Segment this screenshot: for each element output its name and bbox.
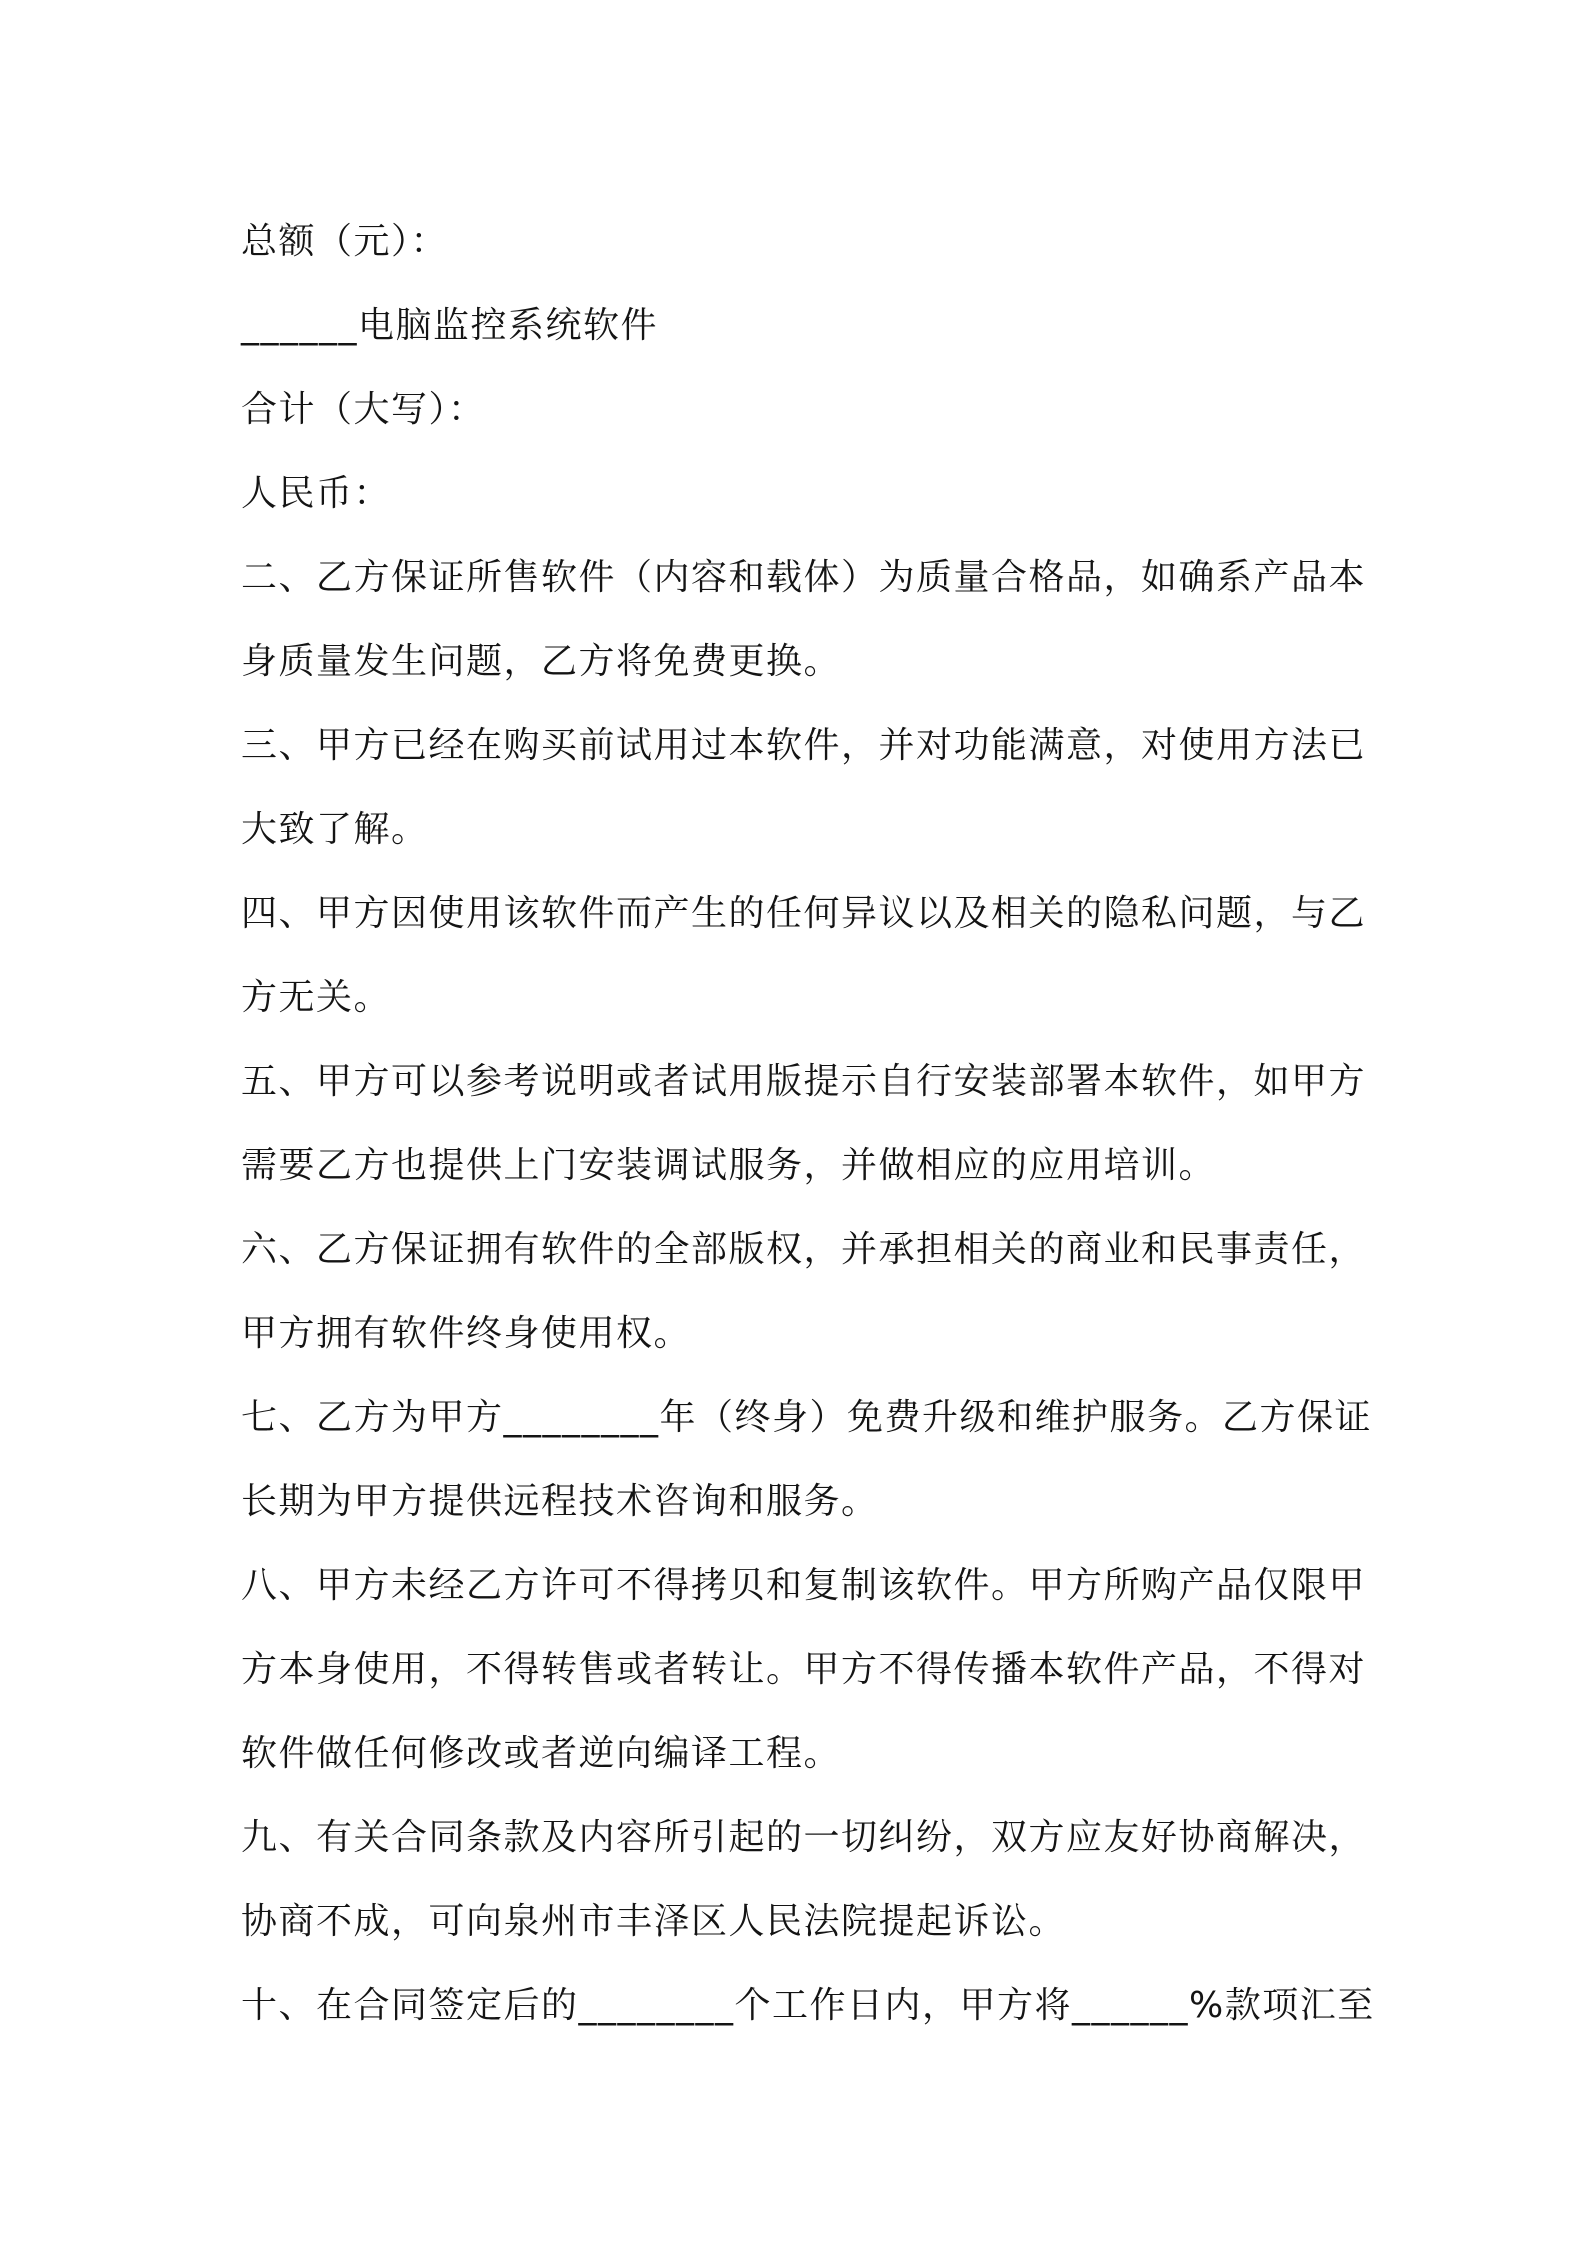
software-name-line: ______电脑监控系统软件 xyxy=(241,305,659,346)
clause-6-line-1: 六、乙方保证拥有软件的全部版权，并承担相关的商业和民事责任， xyxy=(241,1229,1367,1270)
contract-text xyxy=(241,200,1375,2048)
clause-9-line-1: 九、有关合同条款及内容所引起的一切纠纷，双方应友好协商解决， xyxy=(241,1817,1367,1858)
clause-8-line-3: 软件做任何修改或者逆向编译工程。 xyxy=(241,1733,842,1774)
sum-in-words-label: 合计（大写）： xyxy=(241,389,486,430)
clause-10-line-1: 十、在合同签定后的________个工作日内，甲方将______%款项汇至 xyxy=(241,1985,1375,2026)
clause-5-line-1: 五、甲方可以参考说明或者试用版提示自行安装部署本软件，如甲方 xyxy=(241,1061,1367,1102)
clause-2-line-2: 身质量发生问题，乙方将免费更换。 xyxy=(241,641,842,682)
clause-5-line-2: 需要乙方也提供上门安装调试服务，并做相应的应用培训。 xyxy=(241,1145,1217,1186)
clause-7-line-2: 长期为甲方提供远程技术咨询和服务。 xyxy=(241,1481,879,1522)
clause-6-line-2: 甲方拥有软件终身使用权。 xyxy=(241,1313,692,1354)
clause-3-line-1: 三、甲方已经在购买前试用过本软件，并对功能满意，对使用方法已 xyxy=(241,725,1367,766)
clause-3-line-2: 大致了解。 xyxy=(241,809,429,850)
clause-2-line-1: 二、乙方保证所售软件（内容和载体）为质量合格品，如确系产品本 xyxy=(241,557,1367,598)
clause-8-line-1: 八、甲方未经乙方许可不得拷贝和复制该软件。甲方所购产品仅限甲 xyxy=(241,1565,1367,1606)
total-amount-label: 总额（元）： xyxy=(241,221,449,262)
clause-7-line-1: 七、乙方为甲方________年（终身）免费升级和维护服务。乙方保证 xyxy=(241,1397,1373,1438)
clause-4-line-2: 方无关。 xyxy=(241,977,392,1018)
clause-4-line-1: 四、甲方因使用该软件而产生的任何异议以及相关的隐私问题，与乙 xyxy=(241,893,1367,934)
clause-8-line-2: 方本身使用，不得转售或者转让。甲方不得传播本软件产品，不得对 xyxy=(241,1649,1367,1690)
clause-9-line-2: 协商不成，可向泉州市丰泽区人民法院提起诉讼。 xyxy=(241,1901,1067,1942)
rmb-label: 人民币： xyxy=(241,473,392,514)
